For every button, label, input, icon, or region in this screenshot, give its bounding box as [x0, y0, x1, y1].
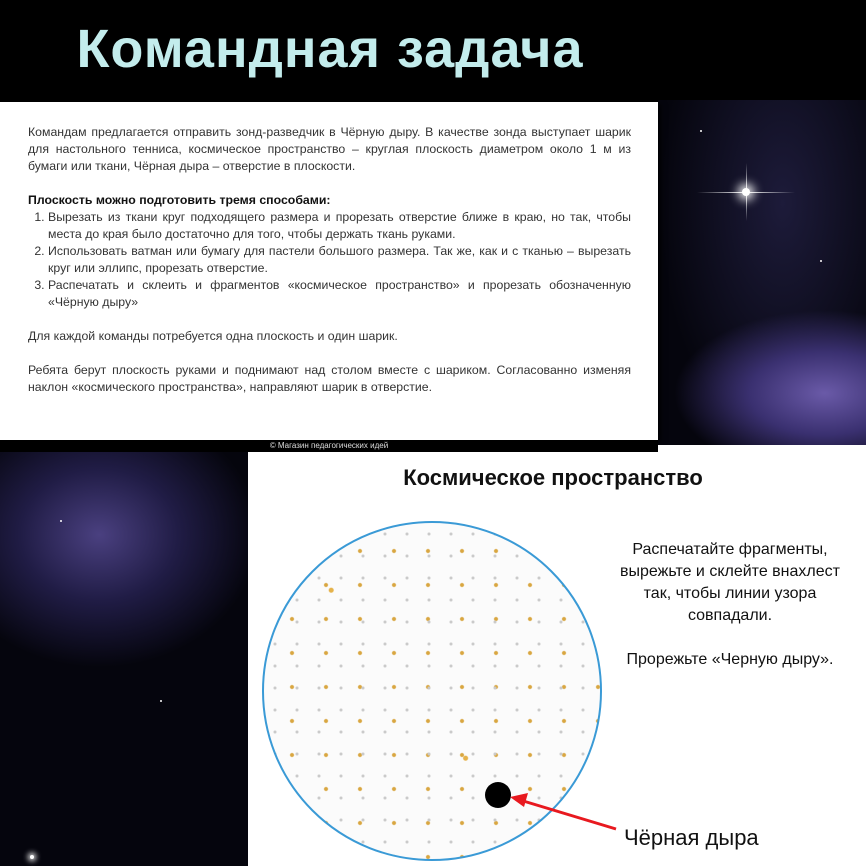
star	[160, 700, 162, 702]
red-arrow-icon	[248, 445, 866, 866]
intro-text: Командам предлагается отправить зонд-разведчик в Чёрную дыру. В качестве зонда выступает шарик для настольного тенниса, космическое пространство – круглая плоскость диаметром около 1 м из бумаги или ткани, Чёрная дыра – отверстие в плоскости.	[28, 125, 631, 173]
star-flare	[742, 188, 750, 196]
star	[60, 520, 62, 522]
methods-heading: Плоскость можно подготовить тремя способами:	[28, 193, 331, 207]
requirement-text: Для каждой команды потребуется одна плоскость и один шарик.	[28, 329, 398, 343]
instruction-cut: Прорежьте «Черную дыру».	[626, 651, 834, 668]
copyright-footer: © Магазин педагогических идей	[0, 440, 658, 452]
star	[30, 855, 34, 859]
page-title: Командная задача	[76, 19, 584, 79]
task-card	[0, 102, 658, 440]
space-plane-panel	[248, 445, 866, 866]
space-background-right	[658, 100, 866, 445]
black-hole-label: Чёрная дыра	[624, 825, 759, 850]
method-item: 1. Вырезать из ткани круг подходящего размера и прорезать отверстие ближе в краю, но так, чтобы места до края было достаточно для того, чтобы держать ткань руками.	[48, 209, 631, 243]
star	[700, 130, 702, 132]
methods-list	[28, 209, 631, 311]
instruction-print: Распечатайте фрагменты, вырежьте и склейте внахлест так, чтобы линии узора совпадали.	[620, 541, 840, 624]
space-background-left	[0, 452, 248, 866]
procedure-text: Ребята берут плоскость руками и поднимают над столом вместе с шариком. Согласованно изменяя наклон «космического пространства», направляют шарик в отверстие.	[28, 363, 631, 394]
panel-title: Космическое пространство	[403, 465, 703, 490]
star	[820, 260, 822, 262]
method-item: 2. Использовать ватман или бумагу для пастели большого размера. Так же, как и с тканью – вырезать круг или эллипс, прорезать отверстие.	[48, 243, 631, 277]
method-item: 3. Распечатать и склеить и фрагментов «космическое пространство» и прорезать обозначенную «Чёрную дыру»	[48, 277, 631, 311]
